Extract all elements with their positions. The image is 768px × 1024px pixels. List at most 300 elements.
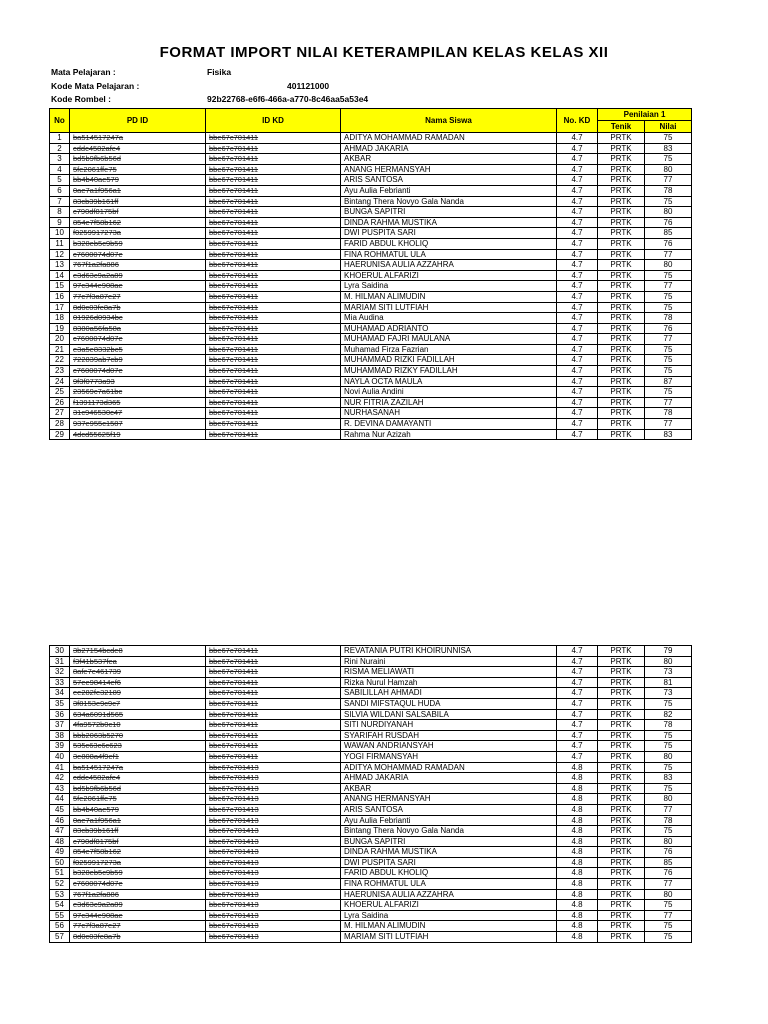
- cell-teknik: PRTK: [598, 355, 645, 366]
- table-row: [50, 646, 692, 657]
- cell-nama-siswa: Rizka Nurul Hamzah: [341, 677, 557, 688]
- table-row: [50, 270, 692, 281]
- cell-nama-siswa: Ayu Aulia Febrianti: [341, 815, 557, 826]
- table-row: [50, 260, 692, 271]
- cell-no-kd: 4.8: [557, 762, 598, 773]
- cell-no-kd: 4.8: [557, 836, 598, 847]
- cell-nilai: 77: [645, 397, 692, 408]
- cell-nilai: 80: [645, 836, 692, 847]
- cell-no-kd: 4.7: [557, 720, 598, 731]
- header-nilai: Nilai: [645, 121, 692, 133]
- cell-no-kd: 4.7: [557, 376, 598, 387]
- cell-no-kd: 4.8: [557, 900, 598, 911]
- cell-nama-siswa: Mia Audina: [341, 313, 557, 324]
- cell-no-kd: 4.7: [557, 751, 598, 762]
- cell-pd-id: c790df8175bf: [70, 836, 206, 847]
- cell-teknik: PRTK: [598, 334, 645, 345]
- cell-nama-siswa: Muhamad Firza Fazrian: [341, 344, 557, 355]
- cell-nilai: 73: [645, 667, 692, 678]
- cell-nilai: 75: [645, 387, 692, 398]
- cell-pd-id: e3a5e8332bc5: [70, 344, 206, 355]
- header-teknik: Tenik: [598, 121, 645, 133]
- cell-id-kd: bbe67c701411: [206, 238, 341, 249]
- cell-pd-id: 767f1a2fa886: [70, 260, 206, 271]
- cell-no: 16: [50, 291, 70, 302]
- cell-no-kd: 4.8: [557, 921, 598, 932]
- cell-no: 45: [50, 804, 70, 815]
- cell-no-kd: 4.8: [557, 815, 598, 826]
- table-row: [50, 921, 692, 932]
- cell-id-kd: bbe67c701411: [206, 408, 341, 419]
- cell-pd-id: 3e808a4f9ef1: [70, 751, 206, 762]
- cell-teknik: PRTK: [598, 762, 645, 773]
- cell-pd-id: c7600074d07e: [70, 334, 206, 345]
- cell-id-kd: bbe67c701411: [206, 196, 341, 207]
- cell-teknik: PRTK: [598, 751, 645, 762]
- cell-nama-siswa: AHMAD JAKARIA: [341, 773, 557, 784]
- cell-nilai: 80: [645, 656, 692, 667]
- cell-no-kd: 4.7: [557, 207, 598, 218]
- cell-teknik: PRTK: [598, 847, 645, 858]
- cell-teknik: PRTK: [598, 868, 645, 879]
- cell-teknik: PRTK: [598, 900, 645, 911]
- table-row: [50, 419, 692, 430]
- cell-nama-siswa: M. HILMAN ALIMUDIN: [341, 921, 557, 932]
- table-row: [50, 344, 692, 355]
- cell-teknik: PRTK: [598, 376, 645, 387]
- cell-teknik: PRTK: [598, 783, 645, 794]
- cell-nilai: 75: [645, 932, 692, 943]
- header-no: No: [50, 109, 70, 133]
- table-row: [50, 741, 692, 752]
- cell-no: 12: [50, 249, 70, 260]
- cell-nama-siswa: NUR FITRIA ZAZILAH: [341, 397, 557, 408]
- cell-no: 1: [50, 133, 70, 144]
- cell-nilai: 77: [645, 879, 692, 890]
- cell-no: 26: [50, 397, 70, 408]
- cell-no-kd: 4.7: [557, 730, 598, 741]
- cell-nilai: 78: [645, 720, 692, 731]
- cell-teknik: PRTK: [598, 366, 645, 377]
- cell-pd-id: c7600074d07e: [70, 879, 206, 890]
- table-row: [50, 228, 692, 239]
- cell-no-kd: 4.8: [557, 847, 598, 858]
- table-row: [50, 804, 692, 815]
- cell-nilai: 77: [645, 910, 692, 921]
- cell-teknik: PRTK: [598, 397, 645, 408]
- table-row: [50, 815, 692, 826]
- table-row: [50, 720, 692, 731]
- cell-teknik: PRTK: [598, 879, 645, 890]
- cell-no-kd: 4.7: [557, 238, 598, 249]
- cell-nama-siswa: HAERUNISA AULIA AZZAHRA: [341, 889, 557, 900]
- cell-id-kd: bbe67c701413: [206, 815, 341, 826]
- cell-pd-id: e3d63c9a2a89: [70, 270, 206, 281]
- header-id-kd: ID KD: [206, 109, 341, 133]
- cell-id-kd: bbe67c701413: [206, 826, 341, 837]
- cell-id-kd: bbe67c701411: [206, 688, 341, 699]
- cell-no-kd: 4.8: [557, 794, 598, 805]
- kode-mapel-value: 401121000: [287, 81, 330, 91]
- cell-no-kd: 4.7: [557, 419, 598, 430]
- cell-no-kd: 4.7: [557, 656, 598, 667]
- cell-nilai: 77: [645, 334, 692, 345]
- table-row: [50, 207, 692, 218]
- table-row: [50, 910, 692, 921]
- cell-teknik: PRTK: [598, 323, 645, 334]
- cell-nama-siswa: ADITYA MOHAMMAD RAMADAN: [341, 133, 557, 144]
- table-row: [50, 868, 692, 879]
- cell-nilai: 75: [645, 355, 692, 366]
- cell-id-kd: bbe67c701411: [206, 281, 341, 292]
- cell-no: 51: [50, 868, 70, 879]
- cell-nilai: 75: [645, 196, 692, 207]
- cell-pd-id: ba514517247a: [70, 133, 206, 144]
- cell-nama-siswa: BUNGA SAPITRI: [341, 207, 557, 218]
- cell-nama-siswa: Rahma Nur Azizah: [341, 429, 557, 440]
- cell-nilai: 76: [645, 868, 692, 879]
- cell-id-kd: bbe67c701411: [206, 313, 341, 324]
- cell-id-kd: bbe67c701411: [206, 217, 341, 228]
- cell-nama-siswa: DINDA RAHMA MUSTIKA: [341, 217, 557, 228]
- cell-nama-siswa: Rini Nuraini: [341, 656, 557, 667]
- table-row: [50, 238, 692, 249]
- cell-no-kd: 4.7: [557, 387, 598, 398]
- cell-pd-id: 4fa9572b0c10: [70, 720, 206, 731]
- cell-nilai: 79: [645, 646, 692, 657]
- cell-no: 50: [50, 857, 70, 868]
- cell-no-kd: 4.7: [557, 646, 598, 657]
- table-row: [50, 175, 692, 186]
- cell-no-kd: 4.7: [557, 397, 598, 408]
- cell-nama-siswa: WAWAN ANDRIANSYAH: [341, 741, 557, 752]
- cell-id-kd: bbe67c701411: [206, 302, 341, 313]
- cell-teknik: PRTK: [598, 133, 645, 144]
- table-row: [50, 656, 692, 667]
- cell-pd-id: 77c7f3a87e27: [70, 291, 206, 302]
- table-row: [50, 302, 692, 313]
- cell-id-kd: bbe67c701411: [206, 154, 341, 165]
- cell-nama-siswa: REVATANIA PUTRI KHOIRUNNISA: [341, 646, 557, 657]
- cell-nilai: 80: [645, 207, 692, 218]
- cell-no: 4: [50, 164, 70, 175]
- cell-pd-id: e3d63c9a2a89: [70, 900, 206, 911]
- cell-nama-siswa: Lyra Saidina: [341, 910, 557, 921]
- cell-nama-siswa: FINA ROHMATUL ULA: [341, 249, 557, 260]
- cell-nilai: 75: [645, 302, 692, 313]
- cell-no-kd: 4.8: [557, 879, 598, 890]
- table-row: [50, 932, 692, 943]
- rombel-label: Kode Rombel :: [51, 94, 111, 104]
- cell-teknik: PRTK: [598, 857, 645, 868]
- cell-nama-siswa: RISMA MELIAWATI: [341, 667, 557, 678]
- cell-pd-id: f1391173d365: [70, 397, 206, 408]
- cell-nama-siswa: MUHAMMAD RIZKY FADILLAH: [341, 366, 557, 377]
- table-row: [50, 133, 692, 144]
- cell-id-kd: bbe67c701413: [206, 794, 341, 805]
- cell-teknik: PRTK: [598, 730, 645, 741]
- cell-id-kd: bbe67c701411: [206, 344, 341, 355]
- cell-no-kd: 4.7: [557, 323, 598, 334]
- cell-nama-siswa: SANDI MIFSTAQUL HUDA: [341, 698, 557, 709]
- cell-pd-id: bbb2063b5270: [70, 730, 206, 741]
- cell-nilai: 75: [645, 291, 692, 302]
- cell-teknik: PRTK: [598, 709, 645, 720]
- cell-pd-id: 77c7f3a87e27: [70, 921, 206, 932]
- cell-no-kd: 4.8: [557, 773, 598, 784]
- table-row: [50, 857, 692, 868]
- cell-nama-siswa: DWI PUSPITA SARI: [341, 228, 557, 239]
- cell-pd-id: 0ae7a1f956a1: [70, 185, 206, 196]
- cell-no: 35: [50, 698, 70, 709]
- cell-nama-siswa: Novi Aulia Andini: [341, 387, 557, 398]
- cell-pd-id: 83cb39b161ff: [70, 826, 206, 837]
- cell-teknik: PRTK: [598, 667, 645, 678]
- cell-teknik: PRTK: [598, 387, 645, 398]
- cell-no: 10: [50, 228, 70, 239]
- cell-nilai: 76: [645, 217, 692, 228]
- cell-no-kd: 4.8: [557, 932, 598, 943]
- mapel-label: Mata Pelajaran :: [51, 67, 116, 77]
- cell-nama-siswa: Lyra Saidina: [341, 281, 557, 292]
- table-row: [50, 429, 692, 440]
- cell-nilai: 78: [645, 185, 692, 196]
- cell-teknik: PRTK: [598, 815, 645, 826]
- cell-teknik: PRTK: [598, 249, 645, 260]
- cell-nama-siswa: MUHAMMAD RIZKI FADILLAH: [341, 355, 557, 366]
- cell-id-kd: bbe67c701411: [206, 366, 341, 377]
- cell-pd-id: bd5b9fb6b56d: [70, 783, 206, 794]
- cell-nama-siswa: ADITYA MOHAMMAD RAMADAN: [341, 762, 557, 773]
- cell-id-kd: bbe67c701411: [206, 228, 341, 239]
- cell-nama-siswa: KHOERUL ALFARIZI: [341, 270, 557, 281]
- cell-no: 22: [50, 355, 70, 366]
- cell-nilai: 80: [645, 164, 692, 175]
- cell-teknik: PRTK: [598, 270, 645, 281]
- cell-nilai: 77: [645, 249, 692, 260]
- cell-nama-siswa: SILVIA WILDANI SALSABILA: [341, 709, 557, 720]
- cell-no: 8: [50, 207, 70, 218]
- cell-no-kd: 4.8: [557, 868, 598, 879]
- cell-id-kd: bbe67c701413: [206, 836, 341, 847]
- cell-no-kd: 4.7: [557, 143, 598, 154]
- cell-nama-siswa: SABILILLAH AHMADI: [341, 688, 557, 699]
- cell-pd-id: 3f8153e9c9c7: [70, 698, 206, 709]
- cell-teknik: PRTK: [598, 688, 645, 699]
- table-row: [50, 889, 692, 900]
- cell-pd-id: bb4b40ae579: [70, 175, 206, 186]
- cell-nilai: 75: [645, 154, 692, 165]
- table-row: [50, 323, 692, 334]
- cell-nilai: 75: [645, 270, 692, 281]
- cell-id-kd: bbe67c701411: [206, 323, 341, 334]
- cell-nilai: 75: [645, 783, 692, 794]
- cell-nama-siswa: SITI NURDIYANAH: [341, 720, 557, 731]
- cell-no-kd: 4.7: [557, 429, 598, 440]
- table-row: [50, 249, 692, 260]
- cell-pd-id: 01926d0934bc: [70, 313, 206, 324]
- cell-teknik: PRTK: [598, 302, 645, 313]
- cell-no: 15: [50, 281, 70, 292]
- cell-id-kd: bbe67c701411: [206, 387, 341, 398]
- cell-no: 34: [50, 688, 70, 699]
- cell-teknik: PRTK: [598, 794, 645, 805]
- cell-nilai: 78: [645, 815, 692, 826]
- cell-no-kd: 4.7: [557, 196, 598, 207]
- cell-teknik: PRTK: [598, 344, 645, 355]
- cell-teknik: PRTK: [598, 408, 645, 419]
- cell-id-kd: bbe67c701411: [206, 334, 341, 345]
- cell-teknik: PRTK: [598, 207, 645, 218]
- cell-id-kd: bbe67c701411: [206, 270, 341, 281]
- cell-nilai: 75: [645, 921, 692, 932]
- cell-teknik: PRTK: [598, 720, 645, 731]
- cell-teknik: PRTK: [598, 429, 645, 440]
- cell-id-kd: bbe67c701411: [206, 143, 341, 154]
- cell-no: 23: [50, 366, 70, 377]
- cell-teknik: PRTK: [598, 175, 645, 186]
- cell-pd-id: 767f1a2fa886: [70, 889, 206, 900]
- cell-id-kd: bbe67c701411: [206, 698, 341, 709]
- cell-pd-id: ba514517247a: [70, 762, 206, 773]
- cell-no-kd: 4.7: [557, 154, 598, 165]
- cell-no: 40: [50, 751, 70, 762]
- cell-nilai: 78: [645, 313, 692, 324]
- cell-nilai: 77: [645, 419, 692, 430]
- cell-nama-siswa: R. DEVINA DAMAYANTI: [341, 419, 557, 430]
- cell-id-kd: bbe67c701411: [206, 741, 341, 752]
- cell-nilai: 81: [645, 677, 692, 688]
- cell-no: 24: [50, 376, 70, 387]
- cell-pd-id: cddc4582afe4: [70, 143, 206, 154]
- cell-pd-id: 8d0c03fe8a7b: [70, 302, 206, 313]
- cell-nilai: 83: [645, 773, 692, 784]
- cell-no: 17: [50, 302, 70, 313]
- header-pd-id: PD ID: [70, 109, 206, 133]
- table-row: [50, 900, 692, 911]
- cell-nilai: 75: [645, 698, 692, 709]
- cell-pd-id: bb4b40ae579: [70, 804, 206, 815]
- cell-no: 33: [50, 677, 70, 688]
- cell-no-kd: 4.7: [557, 667, 598, 678]
- cell-nilai: 76: [645, 323, 692, 334]
- cell-nama-siswa: ARIS SANTOSA: [341, 804, 557, 815]
- cell-nama-siswa: BUNGA SAPITRI: [341, 836, 557, 847]
- table-row: [50, 366, 692, 377]
- table-row: [50, 794, 692, 805]
- cell-id-kd: bbe67c701411: [206, 720, 341, 731]
- cell-id-kd: bbe67c701411: [206, 185, 341, 196]
- cell-teknik: PRTK: [598, 185, 645, 196]
- cell-no-kd: 4.7: [557, 709, 598, 720]
- cell-no: 53: [50, 889, 70, 900]
- cell-no: 20: [50, 334, 70, 345]
- cell-nilai: 75: [645, 133, 692, 144]
- cell-pd-id: 5fe2061ffe75: [70, 164, 206, 175]
- cell-teknik: PRTK: [598, 154, 645, 165]
- cell-teknik: PRTK: [598, 804, 645, 815]
- cell-id-kd: bbe67c701413: [206, 921, 341, 932]
- cell-nilai: 85: [645, 228, 692, 239]
- cell-no-kd: 4.7: [557, 164, 598, 175]
- table-row: [50, 751, 692, 762]
- cell-nilai: 73: [645, 688, 692, 699]
- table-row: [50, 847, 692, 858]
- header-penilaian: Penilaian 1: [598, 109, 692, 121]
- table-row: [50, 355, 692, 366]
- cell-pd-id: 0ae7a1f956a1: [70, 815, 206, 826]
- cell-no-kd: 4.7: [557, 185, 598, 196]
- cell-pd-id: 634a6091d565: [70, 709, 206, 720]
- cell-nama-siswa: AKBAR: [341, 154, 557, 165]
- cell-teknik: PRTK: [598, 932, 645, 943]
- cell-no: 21: [50, 344, 70, 355]
- cell-teknik: PRTK: [598, 921, 645, 932]
- table-row: [50, 879, 692, 890]
- cell-pd-id: 57ee98414ef6: [70, 677, 206, 688]
- table-row: [50, 397, 692, 408]
- table-row: [50, 688, 692, 699]
- cell-teknik: PRTK: [598, 260, 645, 271]
- cell-nama-siswa: MARIAM SITI LUTFIAH: [341, 932, 557, 943]
- cell-no: 38: [50, 730, 70, 741]
- cell-pd-id: c7600074d07e: [70, 366, 206, 377]
- cell-id-kd: bbe67c701411: [206, 133, 341, 144]
- cell-nama-siswa: SYARIFAH RUSDAH: [341, 730, 557, 741]
- cell-pd-id: 97c344e908ae: [70, 910, 206, 921]
- cell-teknik: PRTK: [598, 313, 645, 324]
- cell-nilai: 75: [645, 826, 692, 837]
- cell-id-kd: bbe67c701411: [206, 429, 341, 440]
- cell-nilai: 77: [645, 804, 692, 815]
- cell-no-kd: 4.7: [557, 217, 598, 228]
- cell-no-kd: 4.7: [557, 688, 598, 699]
- table-row: [50, 154, 692, 165]
- cell-pd-id: f0259917273a: [70, 857, 206, 868]
- cell-id-kd: bbe67c701411: [206, 667, 341, 678]
- cell-no-kd: 4.7: [557, 281, 598, 292]
- table-row: [50, 709, 692, 720]
- table-row: [50, 196, 692, 207]
- cell-no: 14: [50, 270, 70, 281]
- cell-nilai: 77: [645, 175, 692, 186]
- table-row: [50, 730, 692, 741]
- cell-no: 9: [50, 217, 70, 228]
- cell-nama-siswa: Ayu Aulia Febrianti: [341, 185, 557, 196]
- cell-nama-siswa: ARIS SANTOSA: [341, 175, 557, 186]
- cell-nama-siswa: MARIAM SITI LUTFIAH: [341, 302, 557, 313]
- cell-no: 42: [50, 773, 70, 784]
- cell-teknik: PRTK: [598, 238, 645, 249]
- header-nama-siswa: Nama Siswa: [341, 109, 557, 133]
- cell-no: 7: [50, 196, 70, 207]
- cell-no-kd: 4.7: [557, 677, 598, 688]
- cell-no-kd: 4.7: [557, 344, 598, 355]
- cell-nilai: 76: [645, 847, 692, 858]
- cell-nilai: 85: [645, 857, 692, 868]
- cell-no: 48: [50, 836, 70, 847]
- table-row: [50, 185, 692, 196]
- table-row: [50, 783, 692, 794]
- cell-no: 36: [50, 709, 70, 720]
- cell-no-kd: 4.7: [557, 698, 598, 709]
- cell-pd-id: f3f41b537fea: [70, 656, 206, 667]
- kode-mapel-label: Kode Mata Pelajaran :: [51, 81, 140, 91]
- cell-no: 6: [50, 185, 70, 196]
- cell-teknik: PRTK: [598, 164, 645, 175]
- cell-nama-siswa: ANANG HERMANSYAH: [341, 164, 557, 175]
- cell-nama-siswa: FARID ABDUL KHOLIQ: [341, 238, 557, 249]
